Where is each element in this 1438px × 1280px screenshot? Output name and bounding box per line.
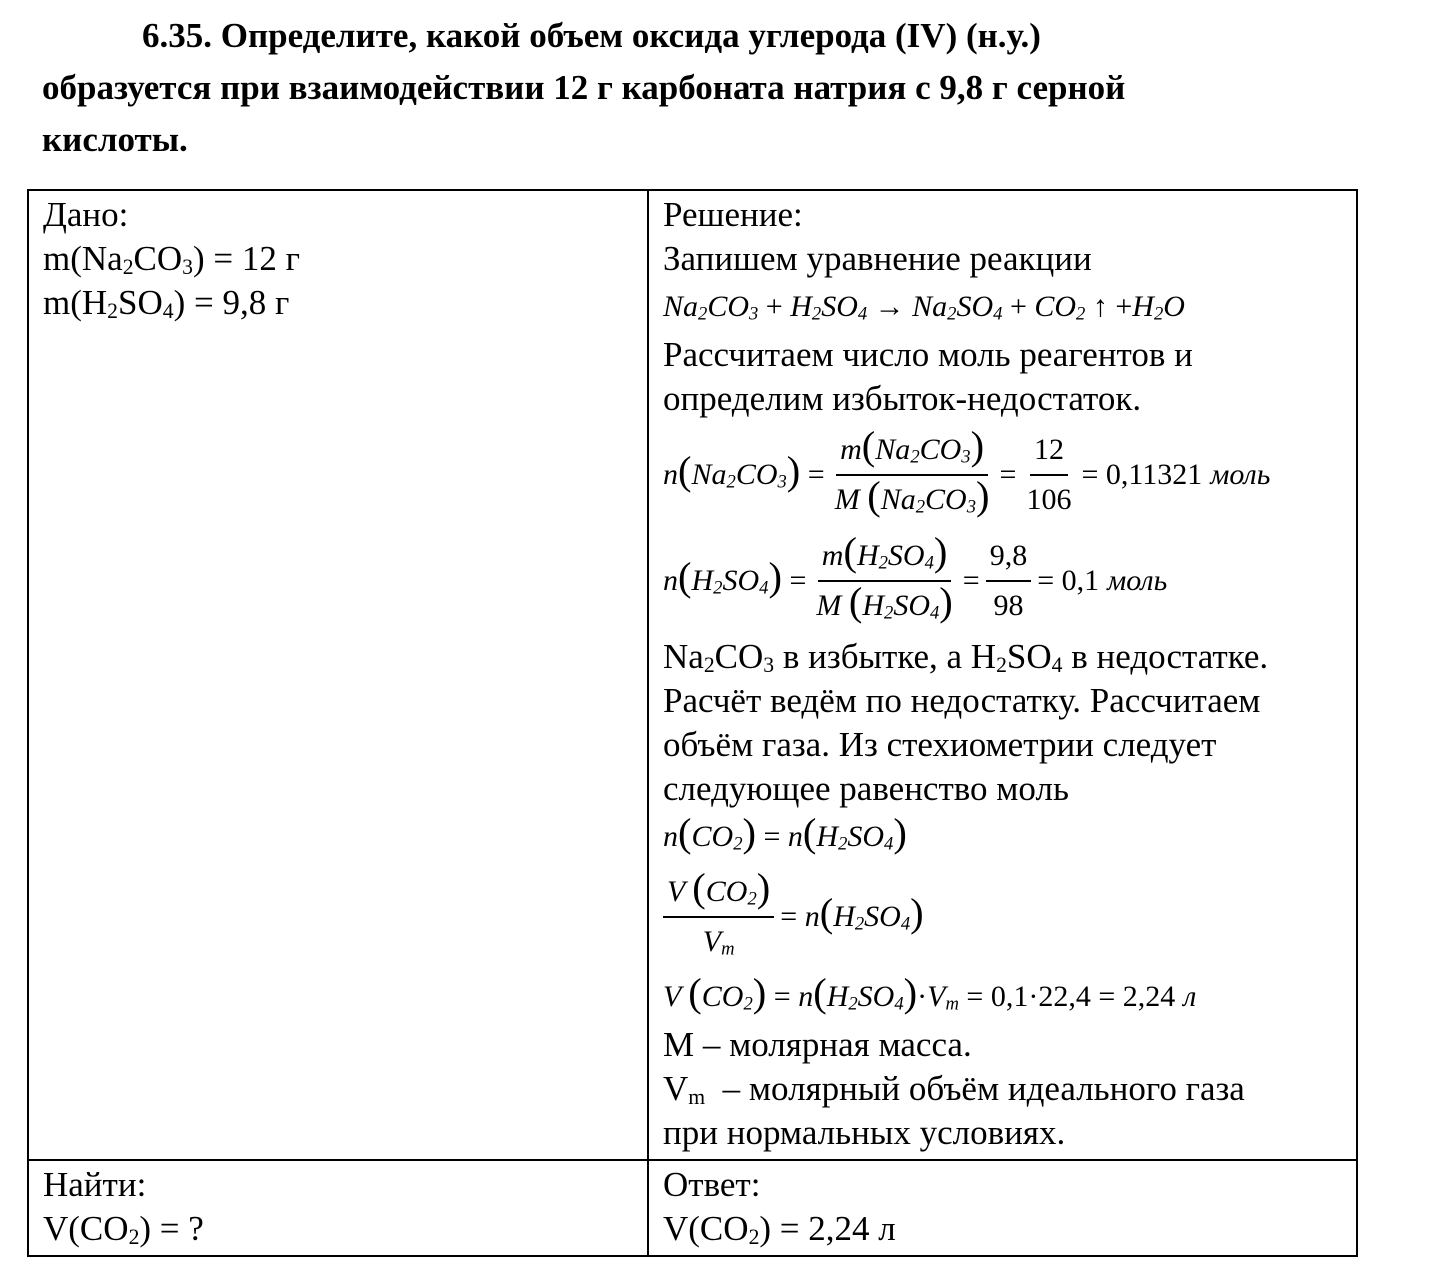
unit-mol: моль (1107, 564, 1168, 597)
fraction-mass-over-molar-h2so4: $\frac{m(H_2SO_4)}{M (H_2SO_4)}$ (816, 529, 953, 624)
formula-volume-calc: V $(CO_2) = n(H_2SO_4)\cdot V_m = 0,1\cdot 22,4 = 2,24$ л (663, 970, 1197, 1015)
fraction-numeric-h2so4: $\frac{9,8}{98}$ (986, 534, 1032, 628)
table-row-bottom (28, 1160, 1357, 1256)
given-mass-h2so4: $m(H_2SO_4) = 9,8$ г (43, 283, 290, 323)
para-2: объём газа. Из стехиометрии следует (663, 725, 1217, 764)
para-1: Расчёт ведём по недостатку. Рассчитаем (663, 681, 1261, 720)
given-mass-na2co3: $m(Na_2CO_3) = 12$ г (43, 239, 301, 279)
formula-mole-equality: $n(CO_2) = n(H_2SO_4)$ (663, 810, 907, 855)
answer-value: $V(CO_2) = 2,24$ л (663, 1209, 896, 1249)
problem-line-1: 6.35. Определите, какой объем оксида углерода (IV) (н.у.) (142, 16, 1041, 55)
note-molar-volume: $V_m$ – молярный объём идеального газа (663, 1069, 1245, 1109)
find-cell (28, 1160, 648, 1256)
problem-statement (42, 10, 1342, 166)
given-header: Дано: (43, 195, 129, 234)
note-molar-mass: M – молярная масса. (663, 1025, 972, 1064)
solution-intro: Запишем уравнение реакции (663, 239, 1092, 278)
excess-statement: $Na_2CO_3$ в избытке, а $H_2SO_4$ в недостатке. (663, 637, 1269, 677)
unit-mol: моль (1210, 458, 1271, 491)
solution-table (27, 189, 1358, 1257)
given-cell (28, 190, 648, 1160)
para-3: следующее равенство моль (663, 769, 1069, 808)
n-na2co3-result: = 0,11321 (1081, 458, 1203, 491)
reaction-equation: $Na_2CO_3 + H_2SO_4 \to Na_2SO_4 + CO_2$ ↑ $+H_2O$ (663, 290, 1185, 325)
answer-cell (648, 1160, 1357, 1256)
fraction-mass-over-molar-na2co3: $\frac{m(Na_2CO_3)}{M (Na_2CO_3)}$ (834, 423, 990, 518)
fraction-volume-over-vm: $\frac{V (CO_2)}{V_m}$ (663, 870, 774, 964)
formula-n-h2so4: $n(H_2SO_4)$ = $\frac{m(H_2SO_4)}{M (H_2SO_4)}$ = $\frac{9,8}{98}$ = 0,1 моль (663, 529, 1342, 633)
solution-header: Решение: (663, 195, 803, 234)
problem-line-3: кислоты. (42, 120, 188, 159)
n-h2so4-result: = 0,1 (1037, 564, 1100, 597)
solution-cell (648, 190, 1357, 1160)
table-row-main (28, 190, 1357, 1160)
fraction-numeric-na2co3: $\frac{12}{106}$ (1022, 428, 1075, 522)
formula-volume-ratio: $\frac{V (CO_2)}{V_m}$ = $n(H_2SO_4)$ (663, 865, 1342, 969)
answer-header: Ответ: (663, 1165, 761, 1204)
note-normal-conditions: при нормальных условиях. (663, 1113, 1066, 1152)
find-value: $V(CO_2)$ = ? (43, 1209, 204, 1249)
find-header: Найти: (43, 1165, 147, 1204)
formula-n-na2co3: $n(Na_2CO_3)$ = $\frac{m(Na_2CO_3)}{M (Na_2CO_3)}$ = $\frac{12}{106}$ = 0,11321 моль (663, 423, 1342, 527)
calc-text-1: Рассчитаем число моль реагентов и (663, 335, 1193, 374)
problem-line-2: образуется при взаимодействии 12 г карбоната натрия с 9,8 г серной (42, 68, 1126, 107)
calc-text-2: определим избыток-недостаток. (663, 379, 1142, 418)
